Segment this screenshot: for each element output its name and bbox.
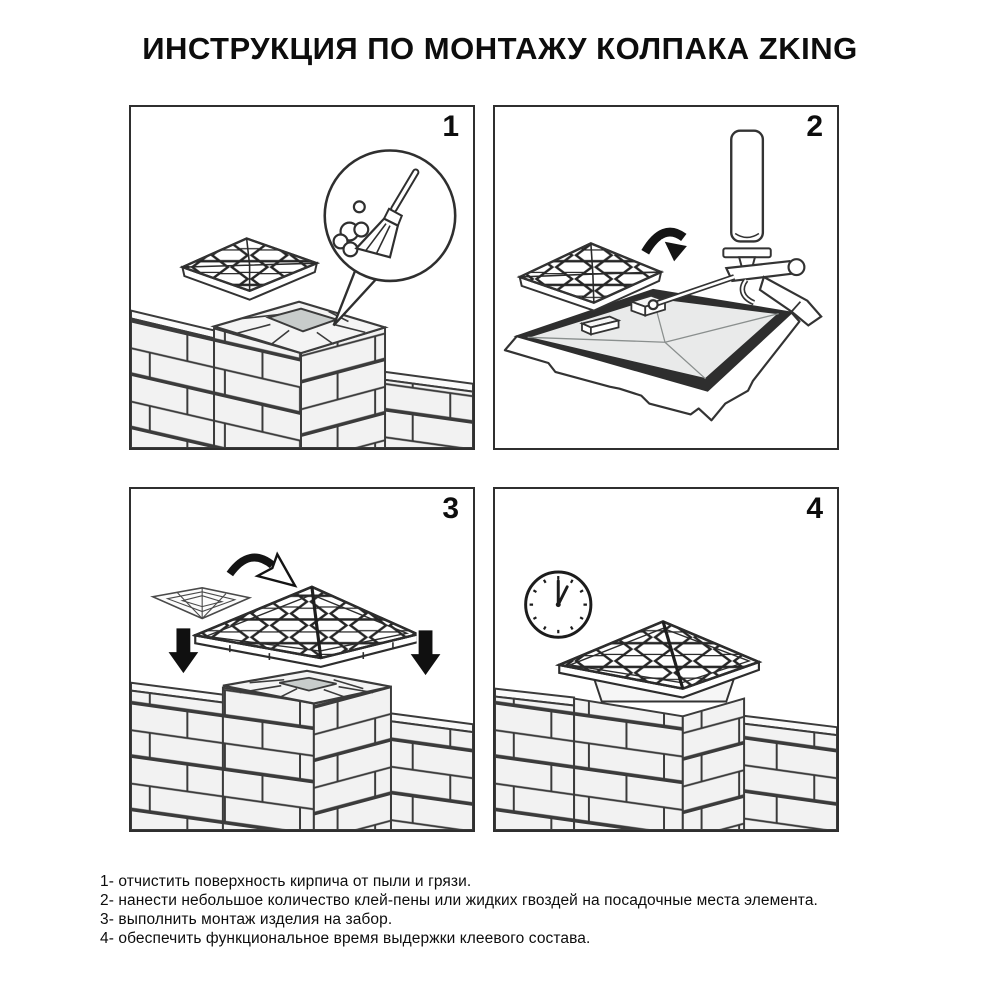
note-line-3: 3- выполнить монтаж изделия на забор. [100,911,393,928]
step-panel-1 [129,105,475,450]
brick-pillar [214,302,385,448]
brick-wall-left [131,311,214,448]
gun-nozzle [649,300,658,309]
cap-underside-view-icon [153,588,250,619]
step-2-illustration [495,107,837,448]
brick-wall-right [740,715,837,830]
foam-canister [731,131,763,242]
step-panel-4 [493,487,839,832]
brick-wall-right [385,372,473,448]
brick-pillar [223,671,391,830]
step-1-illustration [131,107,473,448]
clock-icon [526,572,591,637]
step-number-1: 1 [442,110,459,143]
page-title: ИНСТРУКЦИЯ ПО МОНТАЖУ КОЛПАКА ZKING [142,31,858,66]
flip-arrow-icon [645,232,688,263]
instruction-notes [100,872,818,948]
note-line-4: 4- обеспечить функциональное время выдержки клеевого состава. [100,930,591,947]
note-line-2: 2- нанести небольшое количество клей-пены или жидких гвоздей на посадочные места элемента. [100,892,818,909]
step-3-illustration [131,489,473,830]
cap-top-view-icon [175,234,323,300]
step-panel-3 [129,487,475,832]
brick-wall-left [495,689,574,830]
brick-wall-left [131,683,223,830]
note-line-1: 1- отчистить поверхность кирпича от пыли и грязи. [100,873,472,890]
step-4-illustration [495,489,837,830]
steps-grid [129,105,839,832]
speech-bubble [325,150,455,325]
installed-cap [552,616,765,698]
step-panel-2 [493,105,839,450]
flip-arrow-icon [230,554,295,586]
brick-pillar [574,699,744,830]
step-number-4: 4 [806,492,823,525]
brick-wall-right [391,713,473,830]
step-number-2: 2 [806,110,823,143]
step-number-3: 3 [442,492,459,525]
